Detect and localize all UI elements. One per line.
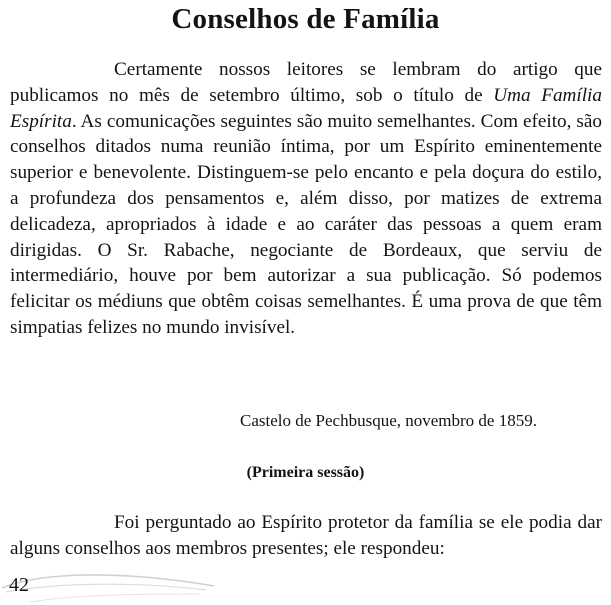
place-date-line: Castelo de Pechbusque, novembro de 1859. <box>240 411 537 430</box>
page-title: Conselhos de Família <box>171 3 440 35</box>
session-heading: (Primeira sessão) <box>246 464 365 481</box>
page-number: 42 <box>9 574 29 596</box>
question-paragraph: Foi perguntado ao Espírito protetor da família se ele podia dar alguns conselhos aos membros presentes; ele respondeu: <box>10 512 602 559</box>
intro-paragraph <box>10 57 602 341</box>
intro-paragraph-text-2: . As comunicações seguintes são muito semelhantes. Com efeito, são conselhos ditados numa reunião íntima, por um Espírito eminentemente superior e benevolente. Distinguem-se pelo encanto e pela doçura do estilo, a profundeza dos pensamentos e, além disso, por matizes de extrema delicadeza, apropriados à idade e ao caráter das pessoas a quem eram dirigidas. O Sr. Rabache, negociante de Bordeaux, que serviu de intermediário, houve por bem autorizar a sua publicação. Só podemos felicitar os médiuns que obtêm coisas semelhantes. É uma prova de que têm simpatias felizes no mundo invisível. <box>10 110 602 338</box>
decorative-swoosh <box>0 568 220 605</box>
article-title-italic: Uma Família Espírita <box>10 84 602 132</box>
intro-paragraph-text-1: Certamente nossos leitores se lembram do artigo que publicamos no mês de setembro último, sob o título de <box>10 59 602 106</box>
